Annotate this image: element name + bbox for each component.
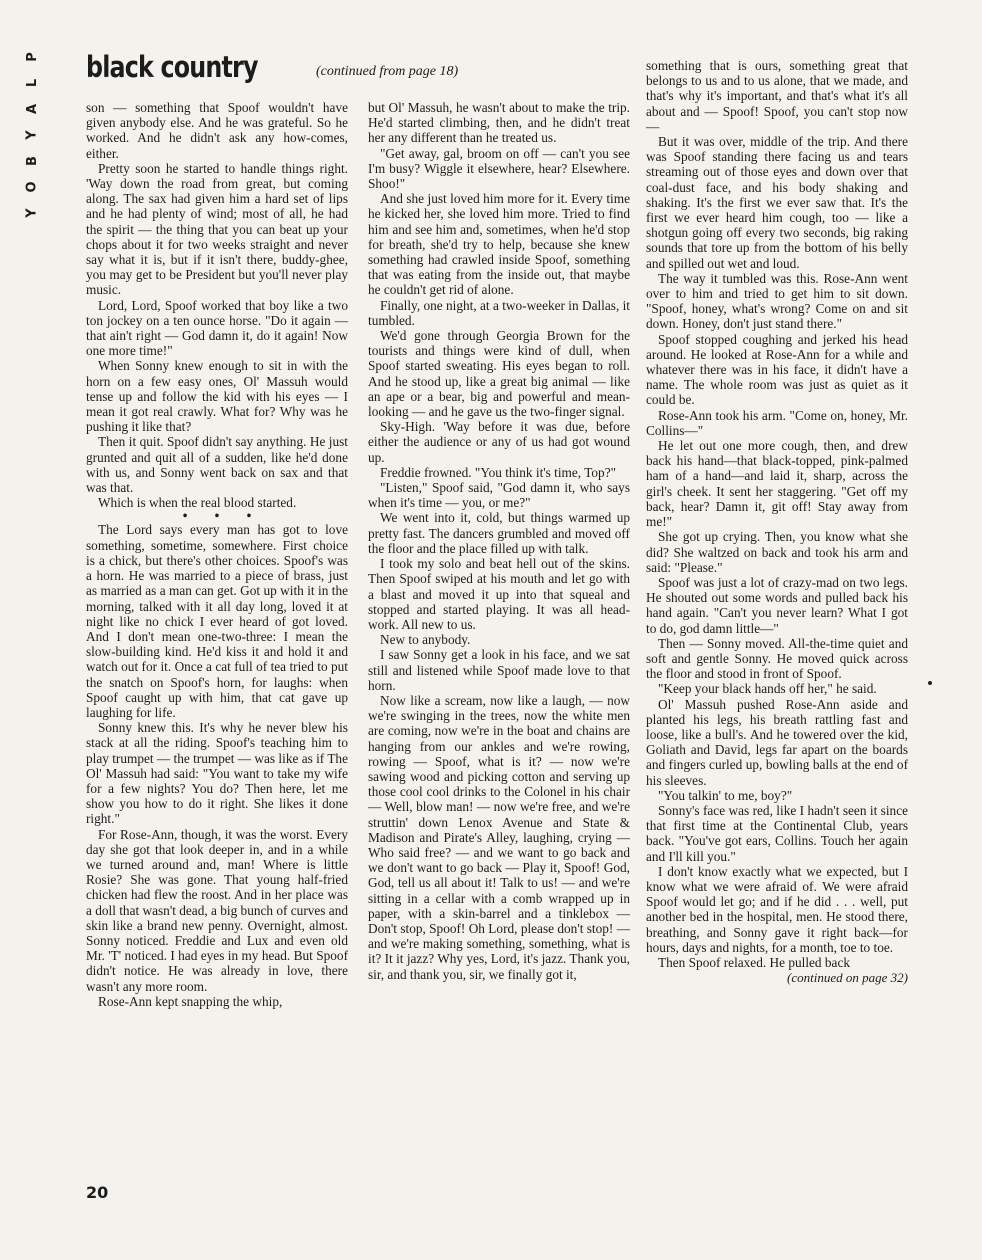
text-column-1 bbox=[86, 100, 348, 1009]
tab-letter: Y bbox=[24, 130, 40, 140]
paragraph: Sonny knew this. It's why he never blew his stack at all the riding. Spoof's teaching him to play trumpet — the trumpet — was like as if The Ol' Massuh had said: "You want to take my wife for a few nights? You do? Then here, let me show you how to do it right. She likes it done right." bbox=[86, 720, 348, 827]
paragraph: I took my solo and beat hell out of the skins. Then Spoof swiped at his mouth and let go with a blast and moved it up into that squeal and stopped and started playing. It was all head-work. All new to us. bbox=[368, 556, 630, 632]
paragraph: I don't know exactly what we expected, but I know what we were afraid of. We were afraid Spoof would let go; and if he did . . . well, put another bed in the hospital, men. He stood there, breathing, and Sonny gave it right back—for hours, days and nights, for a month, toe to toe. bbox=[646, 863, 908, 955]
page-number: 20 bbox=[86, 1183, 109, 1202]
paragraph: I saw Sonny get a look in his face, and we sat still and listened while Spoof made love to that horn. bbox=[368, 647, 630, 693]
paragraph: For Rose-Ann, though, it was the worst. Every day she got that look deeper in, and in a while we turned around and, man! Where is little Rosie? She was gone. That young half-fried chicken had flew the roost. And in her place was a doll that wasn't dead, a big bunch of curves and skin like a brand new penny. Overnight, almost. Sonny noticed. Freddie and Lux and even old Mr. 'T' noticed. I had eyes in my head. But Spoof didn't notice. He was already in love, there wasn't any more room. bbox=[86, 826, 348, 994]
paragraph: "Listen," Spoof said, "God damn it, who says when it's time — you, or me?" bbox=[368, 480, 630, 511]
paragraph: She got up crying. Then, you know what she did? She waltzed on back and took his arm and said: "Please." bbox=[646, 529, 908, 575]
paragraph: something that is ours, something great that belongs to us and to us alone, that we made, and that's why it's important, and that's what it's all about and — Spoof! Spoof, you can't stop now — bbox=[646, 58, 908, 134]
paragraph: The way it tumbled was this. Rose-Ann went over to him and tried to get him to sit down. "Spoof, honey, what's wrong? Come on and sit down. Honey, don't just stand there." bbox=[646, 270, 908, 332]
paragraph: Pretty soon he started to handle things right. 'Way down the road from great, but coming along. The sax had given him a hard set of lips and he had plenty of wind; most of all, he had the spirit — the thing that you can beat up your chops about it for two weeks straight and never say what it is, but if it isn't there, buddy-ghee, you may get to be President but you'll never play music. bbox=[86, 160, 348, 298]
paragraph: Spoof stopped coughing and jerked his head around. He looked at Rose-Ann for a while and whatever there was in his face, it didn't have a name. The whole room was just as quiet as it could be. bbox=[646, 331, 908, 408]
paragraph: "Get away, gal, broom on off — can't you see I'm busy? Wiggle it elsewhere, hear? Elsewhere. Shoo!" bbox=[368, 145, 630, 192]
paragraph: Ol' Massuh pushed Rose-Ann aside and planted his legs, his breath rattling fast and loose, like a bull's. And he towered over the kid, Goliath and David, legs far apart on the boards and fingers curled up, bowling balls at the end of his sleeves. bbox=[646, 696, 908, 788]
stray-dot-mark bbox=[928, 681, 932, 685]
text-column-2 bbox=[368, 100, 630, 982]
paragraph: The Lord says every man has got to love something, sometime, somewhere. First choice is a chick, but there's other choices. Spoof's was a horn. He was married to a piece of brass, just as married as a man can get. Got up with it in the morning, talked with it all day long, loved it at night like no chick I ever heard of got loved. And I don't mean one-two-three: I mean the slow-building kind. He'd kiss it and hold it and watch out for it. Once a cat full of tea tried to put the snatch on Spoof's horn, for laughs: when Spoof caught up with him, that cat gave up laughing for life. bbox=[86, 522, 348, 720]
paragraph: Sky-High. 'Way before it was due, before either the audience or any of us had got wound up. bbox=[368, 419, 630, 465]
paragraph: New to anybody. bbox=[380, 632, 471, 648]
paragraph: When Sonny knew enough to sit in with the horn on a few easy ones, Ol' Massuh would tense up and follow the kid with his eyes — I mean it got real crawly. What for? Why was he pushing it like that? bbox=[86, 358, 348, 435]
tab-letter: L bbox=[24, 78, 40, 88]
paragraph: son — something that Spoof wouldn't have given anybody else. And he was grateful. So he worked. And he didn't ask any how-comes, either. bbox=[86, 100, 348, 161]
paragraph: Which is when the real blood started. bbox=[98, 495, 297, 511]
paragraph: Lord, Lord, Spoof worked that boy like a two ton jockey on a ten ounce horse. "Do it again — that ain't right — God damn it, do it again! Now one more time!" bbox=[86, 297, 348, 359]
paragraph: Rose-Ann took his arm. "Come on, honey, Mr. Collins—" bbox=[646, 407, 908, 438]
article-title: black country bbox=[86, 50, 258, 84]
paragraph: We went into it, cold, but things warmed up pretty fast. The dancers grumbled and moved off the floor and the place filled up with talk. bbox=[368, 510, 630, 556]
continued-from-note: (continued from page 18) bbox=[316, 64, 459, 79]
section-break: • • • bbox=[182, 508, 264, 524]
paragraph: Finally, one night, at a two-weeker in Dallas, it tumbled. bbox=[368, 297, 630, 328]
paragraph: Then — Sonny moved. All-the-time quiet and soft and gentle Sonny. He moved quick across the floor and stood in front of Spoof. bbox=[646, 635, 908, 682]
paragraph: but Ol' Massuh, he wasn't about to make the trip. He'd started climbing, then, and he didn't treat her any different than he treated us. bbox=[368, 100, 630, 146]
paragraph: But it was over, middle of the trip. And there was Spoof standing there facing us and tears streaming out of those eyes and down over that coal-dust face, and his body shaking and shaking. It's the first we ever saw that. It's the first we ever heard him cough, too — like a shotgun going off every two seconds, big raking sounds that tore up from the bottom of his belly and spilled out wet and loud. bbox=[646, 134, 908, 271]
paragraph: Freddie frowned. "You think it's time, Top?" bbox=[380, 464, 617, 480]
paragraph: Now like a scream, now like a laugh, — now we're swinging in the trees, now the white men are coming, now we're in the boat and chains are hanging from our ankles and we're rowing, rowing — Spoof, what is it? — now we're sawing wood and picking cotton and serving up those cool cool drinks to the Colonel in his chair — Well, blow man! — now we're free, and we're struttin' down Lenox Avenue and State & Madison and Pirate's Alley, laughing, crying — Who said free? — and we want to go back and we don't want to go back — Play it, Spoof! God, God, tell us all about it! Talk to us! — and we're sitting in a cellar with a comb wrapped up in paper, with a skin-barrel and a tinklebox — Don't stop, Spoof! Oh Lord, please don't stop! — and we're making something, something, what is it? It it jazz? Why yes, Lord, it's jazz. Thank you, sir, and thank you, sir, we finally got it, bbox=[368, 692, 630, 982]
tab-letter: Y bbox=[24, 208, 40, 218]
continued-on-note: (continued on page 32) bbox=[787, 970, 908, 986]
paragraph: Sonny's face was red, like I hadn't seen it since that first time at the Continental Club, years back. "You've got ears, Collins. Touch her again and I'll kill you." bbox=[646, 802, 908, 864]
tab-letter: A bbox=[25, 103, 40, 115]
paragraph: He let out one more cough, then, and drew back his hand—that black-topped, pink-palmed ham of a hand—and laid it, sharp, across the girl's cheek. It sent her staggering. "Get off my back, hear? Damn it, git off! Stay away from me!" bbox=[646, 438, 908, 530]
tab-letter: P bbox=[25, 52, 40, 62]
tab-letter: B bbox=[24, 156, 40, 166]
tab-letter: O bbox=[25, 181, 40, 193]
paragraph: And she just loved him more for it. Every time he kicked her, she loved him more. Tried to find him and see him and, sometimes, when he'd stop for breath, she'd try to help, because she knew something had crawled inside Spoof, something that was eating from the inside out, that maybe he couldn't get rid of alone. bbox=[368, 191, 630, 298]
paragraph: Then it quit. Spoof didn't say anything. He just grunted and quit all of a sudden, like he'd done with us, and Sonny went back on sax and that was that. bbox=[86, 434, 348, 496]
text-column-3 bbox=[646, 58, 908, 985]
paragraph: "Keep your black hands off her," he said. bbox=[658, 681, 877, 697]
article-header bbox=[86, 50, 626, 90]
paragraph: "You talkin' to me, boy?" bbox=[658, 787, 793, 803]
magazine-name-tab bbox=[18, 48, 48, 230]
paragraph: We'd gone through Georgia Brown for the tourists and things were kind of dull, when Spoof started sweating. His eyes began to roll. And he stood up, like a great big animal — like an ape or a bear, big and powerful and mean-looking — and he gave us the two-finger signal. bbox=[368, 328, 630, 420]
paragraph: Then Spoof relaxed. He pulled back bbox=[658, 954, 850, 970]
paragraph: Rose-Ann kept snapping the whip, bbox=[98, 993, 283, 1009]
paragraph: Spoof was just a lot of crazy-mad on two legs. He shouted out some words and pulled back his hand again. "Can't you never learn? What I got to do, god damn little—" bbox=[646, 574, 908, 636]
